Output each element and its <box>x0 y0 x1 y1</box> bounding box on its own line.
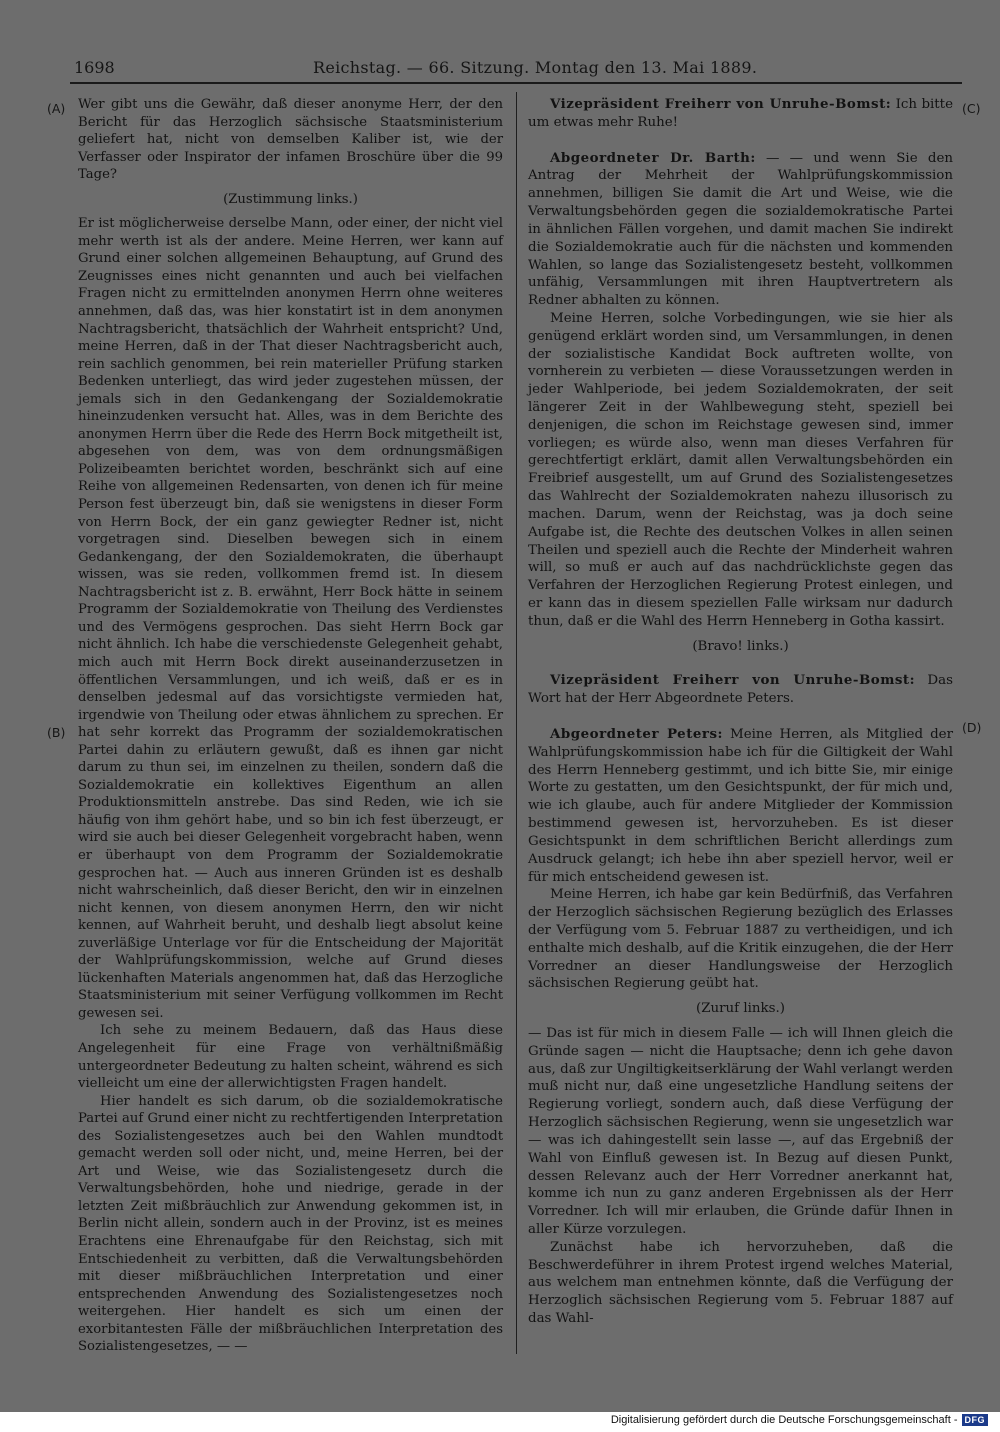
column-divider <box>516 92 517 1354</box>
spacer <box>528 708 953 726</box>
speech <box>528 672 953 708</box>
speech <box>528 96 953 132</box>
header-rule <box>70 82 962 84</box>
spacer <box>528 132 953 150</box>
margin-marker-d: (D) <box>962 720 982 735</box>
right-column <box>528 96 953 1328</box>
speech-text: Ich bitte um etwas mehr Ruhe! <box>528 97 953 130</box>
paragraph: — Das ist für mich in diesem Falle — ich will Ihnen gleich die Gründe sagen — nicht die Hauptsache; denn ich gehe davon aus, daß zur Ungiltigkeitserklärung der Wahl verlangt werden muß nicht nur, daß eine ungesetzliche Handlung seitens der Regierung vorliegt, sondern auch, daß diese Verfügung der Herzoglich sächsischen Regierung, wenn sie ungesetzlich war — was ich dahingestellt sein lasse —, auf das Ergebniß der Wahl von Einfluß gewesen ist. In Bezug auf diesen Punkt, dessen Relevanz auch der Herr Vorredner anerkannt hat, komme ich nun zu ganz anderen Ergebnissen als der Herr Vorredner. Ich will mir erlauben, die Gründe dafür Ihnen in aller Kürze vorzulegen. <box>528 1026 953 1237</box>
speaker-name: Abgeordneter Dr. Barth: <box>550 149 756 166</box>
paragraph: Zunächst habe ich hervorzuheben, daß die Beschwerdeführer in ihrem Protest irgend welches Material, aus welchem man entnehmen könnte, daß die Verfügung der Herzoglich sächsischen Regierung vom 5. Februar 1887 auf das Wahl- <box>528 1239 953 1326</box>
dfg-logo: DFG <box>962 1414 989 1426</box>
speaker-name: Vizepräsident Freiherr von Unruhe-Bomst: <box>550 96 892 112</box>
interjection: (Zustimmung links.) <box>223 191 358 207</box>
left-column <box>78 96 503 1356</box>
paragraph: Meine Herren, solche Vorbedingungen, wie sie hier als genügend erklärt worden sind, um Versammlungen, in denen der sozialistische Kandidat Bock auftreten wollte, von vornherein zu verbieten — diese Voraussetzungen werden in jeder Wahlperiode, bei jedem Sozialdemokraten, der seit längerer Zeit in der Wahlbewegung steht, speziell bei denjenigen, die schon im Reichstage gewesen sind, immer vorliegen; es würde also, wenn man dieses Verfahren für gerechtfertigt erklärt, damit allen Verwaltungsbehörden ein Freibrief ausgestellt, um auf Grund des Sozialistengesetzes das Wahlrecht der Sozialdemokraten nahezu illusorisch zu machen. Darum, wenn der Reichstag, was ja doch seine Aufgabe ist, die Rechte des deutschen Volkes in allen seinen Theilen und speziell auch die Rechte der Minderheit wahren will, so muß er auch auf das nachdrücklichste gegen das Verfahren der Herzoglichen Regierung Protest einlegen, und er kann das in diesem speziellen Falle wirksam nur dadurch thun, daß er die Wahl des Herrn Henneberg in Gotha kassirt. <box>528 310 953 629</box>
margin-marker-a: (A) <box>47 101 66 116</box>
speech <box>528 150 953 310</box>
paragraph: Meine Herren, ich habe gar kein Bedürfniß, das Verfahren der Herzoglich sächsischen Regierung bezüglich des Erlasses der Verfügung vom 5. Februar 1887 zu vertheidigen, und ich enthalte mich deshalb, auf die Kritik einzugehen, die der Herr Vorredner an dieser Handlungsweise der Herzoglich sächsischen Regierung geübt hat. <box>528 887 953 992</box>
paragraph: Er ist möglicherweise derselbe Mann, oder einer, der nicht viel mehr werth ist als der andere. Meine Herren, wer kann auf Grund einer solchen allgemeinen Behauptung, auf Grund des Zeugnisses eines nicht genannten und auch bei vielfachen Fragen nicht zu ermittelnden anonymen Herrn ohne weiteres annehmen, daß das, was hier konstatirt ist in dem anonymen Nachtragsbericht, thatsächlich der Wahrheit entspricht? Und, meine Herren, daß in der That dieser Nachtragsbericht auch, rein sachlich genommen, bei rein materieller Prüfung starken Bedenken unterliegt, das wird jeder zugestehen müssen, der jemals sich in den Gedankengang der Sozialdemokratie hineinzudenken versucht hat. Alles, was in dem Berichte des anonymen Herrn über die Rede des Herrn Bock mitgetheilt ist, abgesehen von dem, was von dem ordnungsmäßigen Polizeibeamten berichtet worden, beschränkt sich auf eine Reihe von allgemeinen Redensarten, von denen ich für meine Person fest überzeugt bin, daß sie wenigstens in dieser Form von Herrn Bock, der ein ganz gewiegter Redner ist, nicht vorgetragen sind. Dieselben bewegen sich in einem Gedankengang, der den Sozialdemokraten, die überhaupt wissen, was sie reden, vollkommen fremd ist. In diesem Nachtragsbericht ist z. B. erwähnt, Herr Bock hätte in seinem Programm der Sozialdemokratie von Theilung des Verdienstes und des Vermögens gesprochen. Das sieht Herrn Bock gar nicht ähnlich. Ich habe die verschiedenste Gelegenheit gehabt, mich auch mit Herrn Bock direkt auseinanderzusetzen in öffentlichen Versammlungen, und ich weiß, daß er es in denselben jedesmal auf das vorsichtigste vermieden hat, irgendwie von Theilung oder etwas ähnlichem zu sprechen. Er hat sehr korrekt das Programm der sozialdemokratischen Partei dahin zu erläutern gewußt, daß es ihnen gar nicht darum zu thun sei, im einzelnen zu theilen, sondern daß die Sozialdemokratie ein kollektives Eigenthum an allen Produktionsmitteln anstrebe. Das sind Reden, wie ich sie häufig von ihm gehört habe, und so bin ich fest überzeugt, er wird sie auch bei dieser Gelegenheit vorgebracht haben, wenn er überhaupt von dem Programm der Sozialdemokratie gesprochen hat. — Auch aus inneren Gründen ist es deshalb nicht wahrscheinlich, daß dieser Bericht, den wir in einzelnen nicht kennen, von diesem anonymen Herrn, den wir nicht kennen, auf Wahrheit beruht, und deshalb liegt absolut keine zuverläßige Unterlage vor für die Entscheidung der Majorität der Wahlprüfungskommission, welche auf Grund dieses lückenhaften Materials angenommen hat, daß das Herzogliche Staatsministerium mit seiner Verfügung vollkommen im Recht gewesen sei. <box>78 216 503 1021</box>
margin-marker-b: (B) <box>47 725 66 740</box>
page-number: 1698 <box>74 58 115 77</box>
speech-text: Das Wort hat der Herr Abgeordnete Peters. <box>528 673 953 707</box>
interjection: (Bravo! links.) <box>692 638 789 654</box>
page-header <box>60 58 965 84</box>
speech-text: — — und wenn Sie den Antrag der Mehrheit der Wahlprüfungskommission annehmen, billigen Sie damit die Art und Weise, wie die Verwaltungsbehörden gegen die sozialdemokratische Partei in ähnlichen Fällen vorgehen, und damit machen Sie indirekt die Sozialdemokratie auch für die nächsten und kommenden Wahlen, so lange das Sozialistengesetz besteht, vollkommen unfähig, Versammlungen mit ihren Hauptvertretern als Redner abhalten zu können. <box>528 150 953 309</box>
running-title: Reichstag. — 66. Sitzung. Montag den 13. Mai 1889. <box>313 58 758 77</box>
margin-marker-c: (C) <box>962 101 981 116</box>
interjection: (Zuruf links.) <box>695 1001 786 1017</box>
speech <box>528 726 953 886</box>
credit-text: Digitalisierung gefördert durch die Deutsche Forschungsgemeinschaft - <box>610 1414 958 1426</box>
speaker-name: Vizepräsident Freiherr von Unruhe-Bomst: <box>550 672 916 689</box>
paragraph: Ich sehe zu meinem Bedauern, daß das Haus diese Angelegenheit für eine Frage von verhältnißmäßig untergeordneter Bedeutung zu halten scheint, während es sich vielleicht um eine der allerwichtigsten Fragen handelt. <box>78 1023 503 1092</box>
paragraph: Wer gibt uns die Gewähr, daß dieser anonyme Herr, der den Bericht für das Herzoglich sächsische Staatsministerium geliefert hat, nicht von demselben Kaliber ist, wie der Verfasser oder Inspirator der infamen Broschüre über die 99 Tage? <box>78 97 503 183</box>
spacer <box>528 662 953 672</box>
digitization-credit <box>611 1414 988 1426</box>
paragraph: Hier handelt es sich darum, ob die sozialdemokratische Partei auf Grund einer nicht zu rechtfertigenden Interpretation des Sozialistengesetzes auch bei den Wahlen mundtodt gemacht werden soll oder nicht, und, meine Herren, bei der Art und Weise, wie das Sozialistengesetz durch die Verwaltungsbehörden, hohe und niedrige, gerade in der letzten Zeit mißbräuchlich zur Anwendung gekommen ist, in Berlin nicht allein, sondern auch in der Provinz, ist es meines Erachtens eine Ehrenaufgabe für den Reichstag, sich mit Entschiedenheit zu verbitten, daß die Verwaltungsbehörden mit dieser mißbräuchlichen Interpretation und einer entsprechenden Anwendung des Sozialistengesetzes noch weitergehen. Hier handelt es sich um einen der exorbitantesten Fälle der mißbräuchlichen Interpretation des Sozialistengesetzes, — — <box>78 1093 503 1355</box>
speech-text: Meine Herren, als Mitglied der Wahlprüfungskommission habe ich für die Giltigkeit der Wahl des Herrn Henneberg gestimmt, und ich bitte Sie, mir einige Worte zu gestatten, um den Gesichtspunkt, der für mich und, wie ich glaube, auch für andere Mitglieder der Kommission bestimmend gewesen ist, hervorzuheben. Es ist dieser Gesichtspunkt in dem schriftlichen Bericht allerdings zum Ausdruck gelangt; ich hebe ihn aber speziell hervor, weil er für mich entscheidend gewesen ist. <box>528 727 953 885</box>
speaker-name: Abgeordneter Peters: <box>550 726 723 742</box>
